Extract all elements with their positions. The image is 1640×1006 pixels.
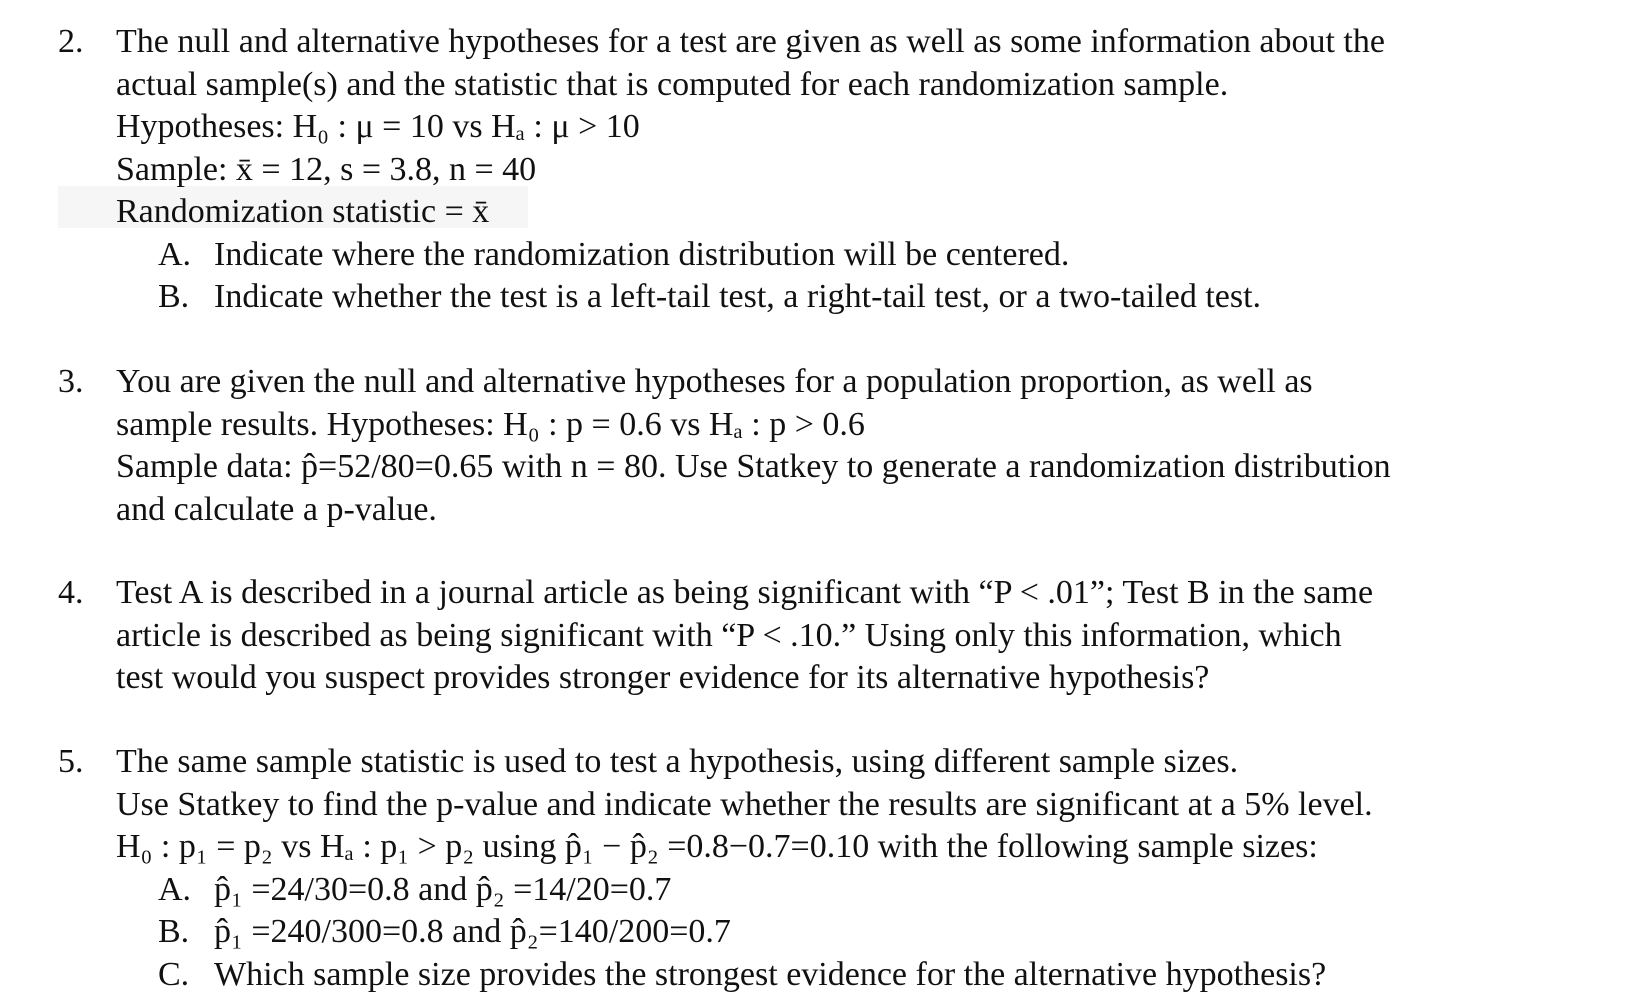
question-part — [116, 954, 1600, 997]
question-line: The same sample statistic is used to test a hypothesis, using different sample sizes. — [116, 743, 1239, 780]
question-line: Use Statkey to find the p-value and indicate whether the results are significant at a 5% level. — [116, 785, 1373, 823]
question-body — [116, 572, 1600, 700]
hypotheses-line: sample results. Hypotheses: H₀ : p = 0.6 vs Hₐ : p > 0.6 — [116, 405, 865, 443]
question-number: 3. — [58, 363, 84, 400]
question-part — [116, 234, 1600, 277]
part-label: B. — [158, 913, 190, 950]
question-4 — [58, 572, 1600, 700]
question-body — [116, 21, 1600, 319]
question-line: Test A is described in a journal article as being significant with “P < .01”; Test B in the same — [116, 574, 1374, 611]
question-line: test would you suspect provides stronger evidence for its alternative hypothesis? — [116, 659, 1210, 696]
question-body — [116, 741, 1600, 996]
question-part — [116, 911, 1600, 954]
sample-line: Sample data: p̂=52/80=0.65 with n = 80. Use Statkey to generate a randomization distribution — [116, 448, 1391, 485]
question-2 — [58, 21, 1600, 319]
question-number: 5. — [58, 743, 84, 780]
question-line: article is described as being significant with “P < .10.” Using only this information, which — [116, 616, 1342, 654]
question-line: The null and alternative hypotheses for a test are given as well as some information about the — [116, 23, 1385, 60]
question-number: 4. — [58, 574, 84, 611]
part-label: C. — [158, 955, 190, 993]
sample-line: Sample: x̄ = 12, s = 3.8, n = 40 — [116, 150, 537, 188]
hypotheses-line: H₀ : p₁ = p₂ vs Hₐ : p₁ > p₂ using p̂₁ − p̂₂ =0.8−0.7=0.10 with the following sample sizes: — [116, 828, 1318, 865]
question-3 — [58, 361, 1600, 531]
part-label: B. — [158, 278, 190, 315]
part-text: Indicate where the randomization distribution will be centered. — [214, 235, 1070, 273]
question-body — [116, 361, 1600, 531]
question-5 — [58, 741, 1600, 996]
question-line: actual sample(s) and the statistic that is computed for each randomization sample. — [116, 65, 1229, 103]
part-label: A. — [158, 870, 192, 908]
part-text: Indicate whether the test is a left-tail test, a right-tail test, or a two-tailed test. — [214, 278, 1262, 315]
question-line: and calculate a p-value. — [116, 490, 437, 528]
part-text: p̂₁ =24/30=0.8 and p̂₂ =14/20=0.7 — [214, 870, 672, 908]
part-text: p̂₁ =240/300=0.8 and p̂₂=140/200=0.7 — [214, 913, 731, 950]
statistic-line: Randomization statistic = x̄ — [116, 193, 490, 230]
question-line: You are given the null and alternative hypotheses for a population proportion, as well as — [116, 363, 1313, 400]
part-label: A. — [158, 235, 192, 273]
part-text: Which sample size provides the strongest evidence for the alternative hypothesis? — [214, 955, 1327, 993]
question-part — [116, 276, 1600, 319]
question-number: 2. — [58, 23, 84, 60]
question-part — [116, 869, 1600, 912]
hypotheses-line: Hypotheses: H₀ : μ = 10 vs Hₐ : μ > 10 — [116, 108, 640, 145]
